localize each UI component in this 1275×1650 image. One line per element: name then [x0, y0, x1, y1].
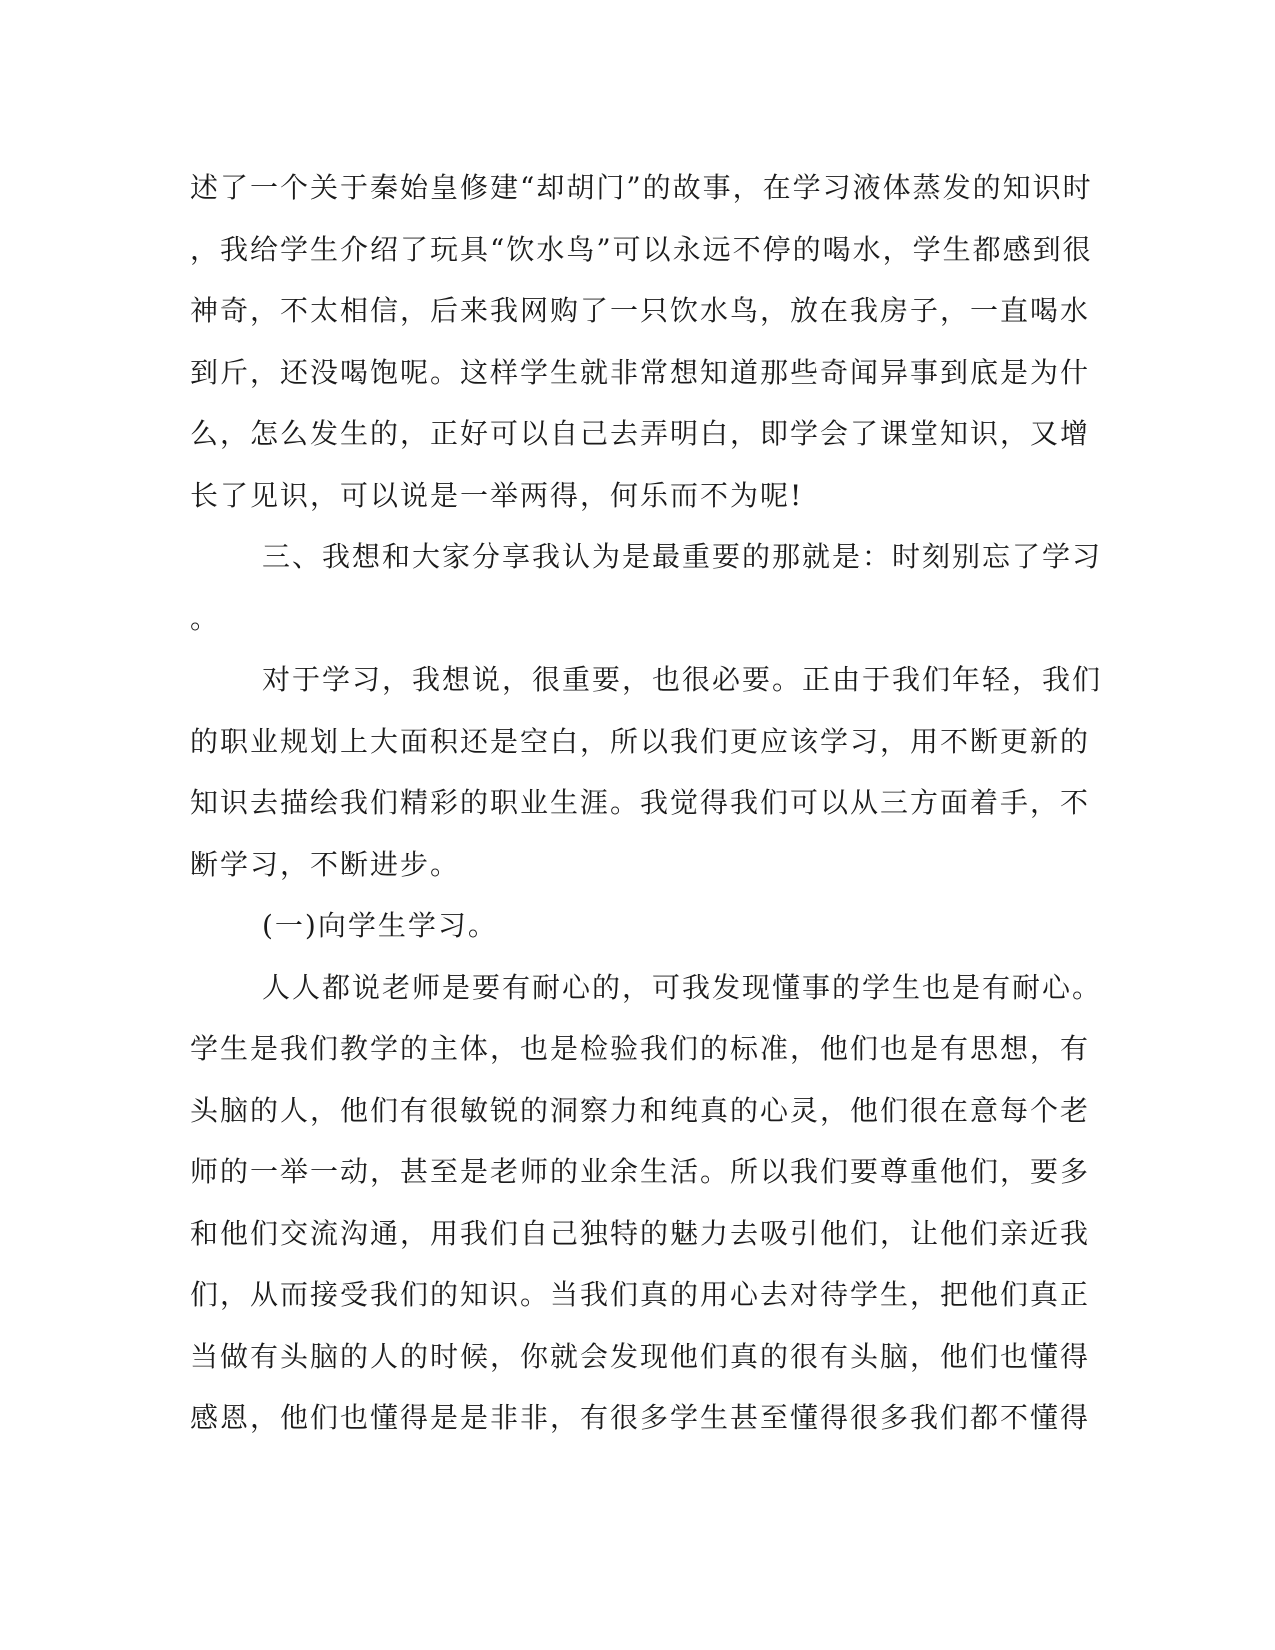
text-line: 学生是我们教学的主体，也是检验我们的标准，他们也是有思想，有 [190, 1032, 1091, 1065]
text-line: 的职业规划上大面积还是空白，所以我们更应该学习，用不断更新的 [190, 724, 1091, 758]
text-line: 当做有头脑的人的时候，你就会发现他们真的很有头脑，他们也懂得 [190, 1339, 1091, 1373]
text-line: 神奇，不太相信，后来我网购了一只饮水鸟，放在我房子，一直喝水 [190, 294, 1091, 327]
paragraph-start: 人人都说老师是要有耐心的，可我发现懂事的学生也是有耐心。 [262, 970, 1103, 1004]
text-line: 们，从而接受我们的知识。当我们真的用心去对待学生，把他们真正 [190, 1278, 1091, 1311]
text-line: 。 [190, 601, 221, 635]
text-line: 长了见识，可以说是一举两得，何乐而不为呢! [190, 478, 804, 512]
text-line: 头脑的人，他们有很敏锐的洞察力和纯真的心灵，他们很在意每个老 [190, 1093, 1091, 1127]
text-line: ，我给学生介绍了玩具“饮水鸟”可以永远不停的喝水，学生都感到很 [190, 232, 1093, 266]
text-line: 么，怎么发生的，正好可以自己去弄明白，即学会了课堂知识，又增 [190, 417, 1091, 450]
section-heading: 三、我想和大家分享我认为是最重要的那就是：时刻别忘了学习 [262, 540, 1103, 573]
paragraph-start: 对于学习，我想说，很重要，也很必要。正由于我们年轻，我们 [262, 663, 1103, 696]
text-line: 断学习，不断进步。 [190, 847, 461, 881]
text-line: 到斤，还没喝饱呢。这样学生就非常想知道那些奇闻异事到底是为什 [190, 355, 1091, 389]
text-line: 师的一举一动，甚至是老师的业余生活。所以我们要尊重他们，要多 [190, 1155, 1091, 1188]
text-line: 感恩，他们也懂得是是非非，有很多学生甚至懂得很多我们都不懂得 [190, 1401, 1091, 1434]
text-line: 和他们交流沟通，用我们自己独特的魅力去吸引他们，让他们亲近我 [190, 1216, 1091, 1250]
document-body [190, 157, 1103, 1449]
subsection-heading: (一)向学生学习。 [262, 909, 498, 942]
text-line: 知识去描绘我们精彩的职业生涯。我觉得我们可以从三方面着手，不 [190, 786, 1091, 819]
text-line: 述了一个关于秦始皇修建“却胡门”的故事，在学习液体蒸发的知识时 [190, 171, 1093, 204]
